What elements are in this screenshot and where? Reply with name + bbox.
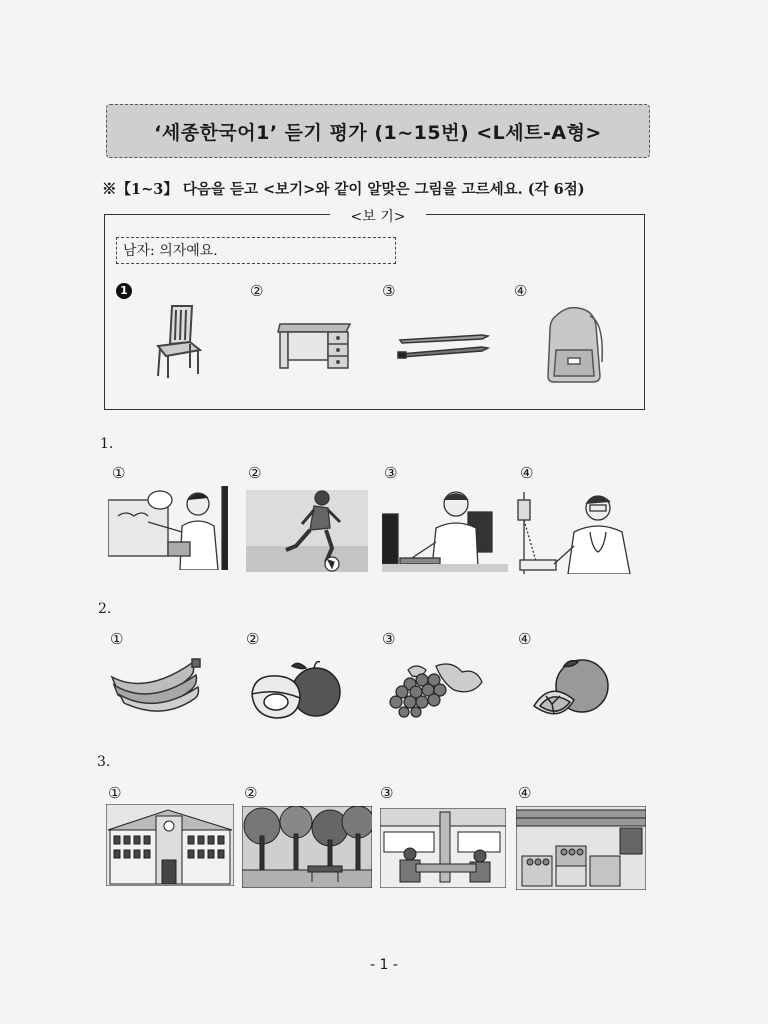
chair-icon <box>148 302 206 380</box>
market-icon <box>516 806 646 890</box>
example-choice-4[interactable]: ④ <box>514 282 528 300</box>
question-number-2: 2. <box>98 601 112 617</box>
q2-choice-1[interactable]: ① <box>110 630 124 648</box>
example-choice-2[interactable]: ② <box>250 282 264 300</box>
example-choice-3[interactable]: ③ <box>382 282 396 300</box>
orange-icon <box>530 656 614 724</box>
teacher-icon <box>108 486 228 570</box>
q3-choice-4[interactable]: ④ <box>518 784 532 802</box>
school-building-icon <box>106 804 234 886</box>
q1-choice-3[interactable]: ③ <box>384 464 398 482</box>
q1-choice-1[interactable]: ① <box>112 464 126 482</box>
banana-icon <box>106 655 204 717</box>
q3-choice-3[interactable]: ③ <box>380 784 394 802</box>
q2-choice-2[interactable]: ② <box>246 630 260 648</box>
q2-choice-4[interactable]: ④ <box>518 630 532 648</box>
q1-choice-2[interactable]: ② <box>248 464 262 482</box>
example-legend: <보 기> <box>330 206 426 226</box>
question-number-1: 1. <box>100 436 114 452</box>
exam-title: ‘세종한국어1’ 듣기 평가 (1~15번) <L세트-A형> <box>106 104 650 158</box>
doctor-icon <box>516 488 642 574</box>
question-number-3: 3. <box>97 754 111 770</box>
desk-icon <box>276 318 354 370</box>
q3-choice-1[interactable]: ① <box>108 784 122 802</box>
office-worker-icon <box>382 488 508 572</box>
example-choice-1-selected[interactable]: 1 <box>116 283 132 299</box>
q3-choice-2[interactable]: ② <box>244 784 258 802</box>
example-dialog: 남자: 의자예요. <box>116 237 396 264</box>
pens-icon <box>396 330 490 360</box>
soccer-player-icon <box>246 490 368 572</box>
apple-icon <box>248 658 344 720</box>
grapes-icon <box>382 660 486 718</box>
section-instruction: ※【1~3】 다음을 듣고 <보기>와 같이 알맞은 그림을 고르세요. (각 6점) <box>102 181 585 198</box>
page-number: - 1 - <box>370 957 398 973</box>
q1-choice-4[interactable]: ④ <box>520 464 534 482</box>
office-room-icon <box>380 808 506 888</box>
backpack-icon <box>542 306 608 384</box>
park-icon <box>242 806 372 888</box>
q2-choice-3[interactable]: ③ <box>382 630 396 648</box>
